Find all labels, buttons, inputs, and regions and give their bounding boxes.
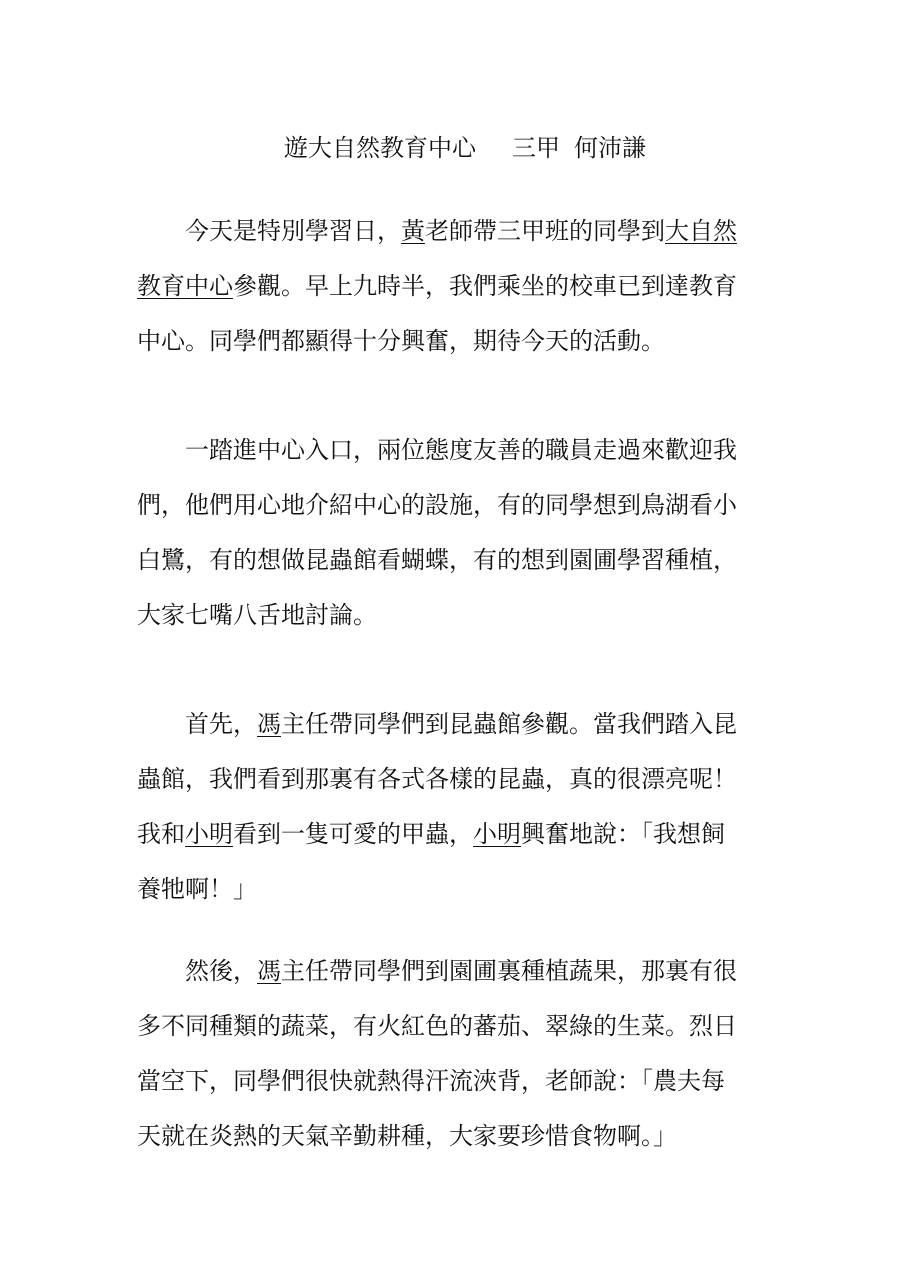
text-segment: 中心。同學們都顯得十分興奮，期待今天的活動。 [137,327,665,355]
text-segment: 我和 [137,820,185,848]
underlined-proper-noun: 大自然 [665,217,737,245]
underlined-proper-noun: 馮 [257,957,281,985]
text-line [137,259,749,314]
text-line [137,944,749,999]
text-segment: 一踏進中心入口，兩位態度友善的職員走過來歡迎我 [185,436,737,464]
text-line [137,999,749,1054]
text-line [137,807,749,862]
text-line [137,588,749,643]
underlined-proper-noun: 馮 [257,710,281,738]
author-name: 何沛謙 [574,134,646,162]
text-line [137,862,749,917]
text-segment: 養牠啊！」 [137,875,257,903]
text-segment: 蟲館，我們看到那裏有各式各樣的昆蟲，真的很漂亮呢！ [137,765,737,793]
text-segment: 多不同種類的蔬菜，有火紅色的蕃茄、翠綠的生菜。烈日 [137,1012,737,1040]
text-segment: 興奮地說：「我想飼 [521,820,725,848]
paragraph-4 [137,944,749,1164]
text-line [137,752,749,807]
underlined-proper-noun: 小明 [473,820,521,848]
underlined-proper-noun: 黃 [401,217,425,245]
text-line [137,697,749,752]
text-segment: 參觀。早上九時半，我們乘坐的校車已到達教育 [233,272,737,300]
text-line [137,478,749,533]
text-segment: 然後， [185,957,257,985]
essay-heading: 遊大自然教育中心 [284,134,476,162]
paragraph-3 [137,697,749,917]
text-line [137,1054,749,1109]
text-segment: 主任帶同學們到園圃裏種植蔬果，那裏有很 [281,957,737,985]
text-segment: 今天是特別學習日， [185,217,401,245]
text-segment: 天就在炎熱的天氣辛勤耕種，大家要珍惜食物啊。」 [137,1122,677,1150]
text-segment: 首先， [185,710,257,738]
class-name: 三甲 [512,134,560,162]
text-segment: 大家七嘴八舌地討論。 [137,601,377,629]
text-line [137,1109,749,1164]
text-line [137,533,749,588]
text-segment: 們，他們用心地介紹中心的設施，有的同學想到鳥湖看小 [137,491,737,519]
underlined-proper-noun: 教育中心 [137,272,233,300]
text-segment: 白鷺，有的想做昆蟲館看蝴蝶，有的想到園圃學習種植， [137,546,737,574]
paragraph-2 [137,423,749,643]
essay-title [284,131,646,165]
text-line [137,204,749,259]
text-segment: 看到一隻可愛的甲蟲， [233,820,473,848]
text-segment: 老師帶三甲班的同學到 [425,217,665,245]
text-line [137,423,749,478]
text-segment: 當空下，同學們很快就熱得汗流浹背，老師說：「農夫每 [137,1067,725,1095]
text-line [137,314,749,369]
underlined-proper-noun: 小明 [185,820,233,848]
paragraph-1 [137,204,749,369]
text-segment: 主任帶同學們到昆蟲館參觀。當我們踏入昆 [281,710,737,738]
